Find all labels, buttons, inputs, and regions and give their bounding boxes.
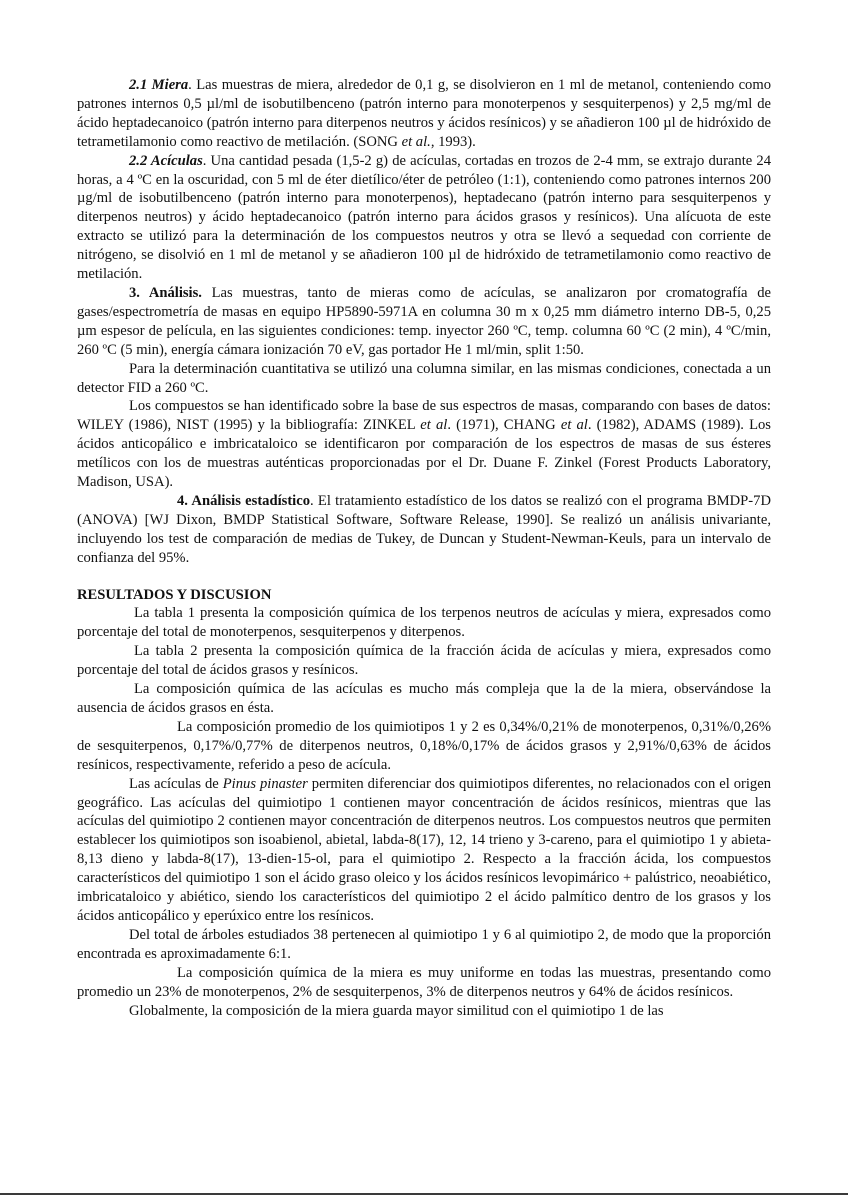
paragraph-complejidad: La composición química de las acículas es mucho más compleja que la de la miera, observándose la ausencia de ácidos grasos en ésta. — [77, 681, 771, 716]
paragraph-miera-composicion: La composición química de la miera es muy uniforme en todas las muestras, presentando como promedio un 23% de monoterpenos, 2% de sesquiterpenos, 3% de diterpenos neutros y 64% de ácidos resínicos. — [77, 964, 771, 1000]
paragraph-cuantitativa: Para la determinación cuantitativa se utilizó una columna similar, en las mismas condiciones, conectada a un detector FID a 260 ºC. — [77, 360, 771, 396]
bottom-divider — [0, 1193, 848, 1195]
section-heading-resultados: RESULTADOS Y DISCUSION — [77, 586, 272, 603]
paragraph-estadistico: 4. Análisis estadístico. El tratamiento estadístico de los datos se realizó con el programa BMDP-7D (ANOVA) [WJ Dixon, BMDP Statistical Software, Software Release, 1990]. Se realizó un análisis univariante, incluyendo los test de comparación de medias de Tukey, de Duncan y Student-Newman-Keuls, para un intervalo de confianza del 95%. — [77, 492, 771, 566]
section-title-miera: 2.1 Miera — [129, 77, 189, 93]
paragraph-quimiotipos: Las acículas de Pinus pinaster permiten diferenciar dos quimiotipos diferentes, no relacionados con el origen geográfico. Las acículas del quimiotipo 1 contienen mayor concentración de ácidos resínicos, mientras que las acículas del quimiotipo 2 contienen mayor concentración de diterpenos neutros. Los compuestos neutros que permiten establecer los quimiotipos son isoabienol, abietal, labda-8(17), 12, 14 trieno y 3-careno, para el quimiotipo 1 y abieta-8,13 dieno y labda-8(17), 13-dien-15-ol, para el quimiotipo 2. Respecto a la fracción ácida, los compuestos característicos del quimiotipo 1 son el ácido graso oleico y los ácidos resínicos levopimárico + palústrico, neoabiético, imbricataloico y abiético, siendo los característicos del quimiotipo 2 el ácido palmítico dentro de los grasos y los ácidos anticopálico y eperúxico entre los resínicos. — [77, 775, 772, 924]
section-title-estadistico: 4. Análisis estadístico — [177, 492, 311, 509]
paragraph-tabla1: La tabla 1 presenta la composición química de los terpenos neutros de acículas y miera, expresados como porcentaje del total de monoterpenos, sesquiterpenos y diterpenos. — [77, 605, 771, 641]
paragraph-analisis: 3. Análisis. Las muestras, tanto de mieras como de acículas, se analizaron por cromatografía de gases/espectrometría de masas en equipo HP5890-5971A en columna 30 m x 0,25 mm diámetro interno DB-5, 0,25 µm espesor de película, en las siguientes condiciones: temp. inyector 260 ºC, temp. columna 60 ºC (2 min), 4 ºC/min, 260 ºC (5 min), energía cámara ionización 70 eV, gas portador He 1 ml/min, split 1:50. — [77, 284, 771, 358]
paragraph-tabla2: La tabla 2 presenta la composición química de la fracción ácida de acículas y miera, expresados como porcentaje del total de ácidos grasos y resínicos. — [77, 643, 771, 679]
species-name: Pinus pinaster — [222, 775, 308, 792]
paragraph-promedio: La composición promedio de los quimiotipos 1 y 2 es 0,34%/0,21% de monoterpenos, 0,31%/0,26% de sesquiterpenos, 0,17%/0,77% de diterpenos neutros, 0,18%/0,17% de ácidos grasos y 2,91%/0,63% de ácidos resínicos, respectivamente, referido a peso de acícula. — [77, 718, 771, 773]
paragraph-global: Globalmente, la composición de la miera guarda mayor similitud con el quimiotipo 1 de las — [129, 1002, 664, 1019]
section-title-analisis: 3. Análisis. — [129, 284, 202, 301]
paragraph-miera: 2.1 Miera. Las muestras de miera, alrededor de 0,1 g, se disolvieron en 1 ml de metanol, conteniendo como patrones internos 0,5 µl/ml de isobutilbenceno (patrón interno para monoterpenos y sesquiterpenos) y 2,5 mg/ml de ácido heptadecanoico (patrón interno para diterpenos neutros y ácidos resínicos) y se añadieron 100 µl de hidróxido de tetrametilamonio como reactivo de metilación. (SONG et al., 1993). — [77, 77, 771, 150]
section-title-aciculas: 2.2 Acículas — [129, 152, 203, 169]
paragraph-arboles: Del total de árboles estudiados 38 pertenecen al quimiotipo 1 y 6 al quimiotipo 2, de modo que la proporción encontrada es aproximadamente 6:1. — [77, 926, 771, 962]
paragraph-aciculas: 2.2 Acículas. Una cantidad pesada (1,5-2 g) de acículas, cortadas en trozos de 2-4 mm, se extrajo durante 24 horas, a 4 ºC en la oscuridad, con 5 ml de éter dietílico/éter de petróleo (1:1), conteniendo como patrones internos 200 µg/ml de isobutilbenceno (patrón interno para monoterpenos), heptadecano (patrón interno para sesquiterpenos y diterpenos neutros) y ácido heptadecanoico (patrón interno para ácidos grasos y resínicos). Una alícuota de este extracto se utilizó para la determinación de los compuestos neutros y otra se llevó a sequedad con corriente de nitrógeno, se disolvió en 1 ml de metanol y se añadieron 100 µl de hidróxido de tetrametilamonio como reactivo de metilación. — [77, 152, 771, 283]
document-body — [77, 76, 771, 1020]
paragraph-identificacion: Los compuestos se han identificado sobre la base de sus espectros de masas, comparando con bases de datos: WILEY (1986), NIST (1995) y la bibliografía: ZINKEL et al. (1971), CHANG et al. (1982), ADAMS (1989). Los ácidos anticopálico e imbricataloico se identificaron por comparación de los espectros de masas de sus ésteres metílicos con los de muestras auténticas proporcionadas por el Dr. Duane F. Zinkel (Forest Products Laboratory, Madison, USA). — [77, 398, 771, 491]
